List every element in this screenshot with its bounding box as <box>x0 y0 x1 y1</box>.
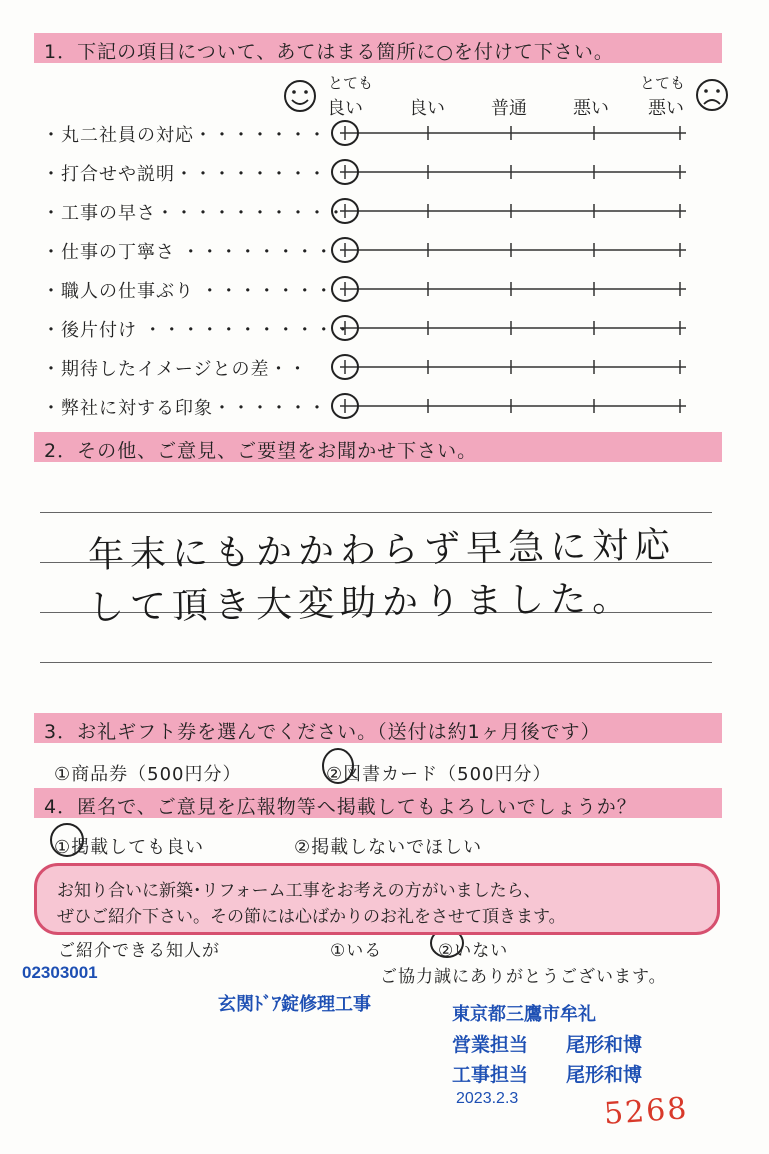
section1-title: 1．下記の項目について、あてはまる箇所に○を付けて下さい。 <box>44 41 614 63</box>
job-title: 玄関ﾄﾞｱ錠修理工事 <box>218 994 371 1014</box>
rating-item-label: ・工事の早さ・・・・・・・・・・ <box>42 203 346 224</box>
rating-item-label: ・職人の仕事ぶり ・・・・・・・ <box>42 281 334 302</box>
smile-face-icon <box>285 81 315 111</box>
rating-item-label: ・期待したイメージとの差・・ <box>42 359 308 380</box>
section3-header <box>34 713 722 743</box>
sales-label: 営業担当 <box>452 1035 529 1056</box>
comment-rule-4 <box>40 662 712 663</box>
handwritten-comment-line1[interactable]: 年末にもかかわらず早急に対応 <box>87 524 677 577</box>
scale-very-good-top: とても <box>328 74 374 92</box>
customer-code: 02303001 <box>22 963 98 982</box>
scale-good: 良い <box>409 98 445 119</box>
thanks-message: ご協力誠にありがとうございます。 <box>380 967 667 987</box>
section2-header <box>34 432 722 462</box>
section2-title: 2．その他、ご意見、ご要望をお聞かせ下さい。 <box>44 440 478 462</box>
handwritten-comment-line2[interactable]: して頂き大変助かりました。 <box>87 578 635 629</box>
comment-rule-1 <box>40 512 712 513</box>
scale-very-bad: 悪い <box>648 98 684 119</box>
section4-title: 4．匿名で、ご意見を広報物等へ掲載してもよろしいでしょうか？ <box>44 796 637 818</box>
scale-very-good: 良い <box>327 98 363 119</box>
work-label: 工事担当 <box>452 1065 529 1086</box>
gift-option-shopping-voucher[interactable]: ①商品券（500円分） <box>54 764 242 785</box>
referral-option-no[interactable]: ②いない <box>438 941 509 961</box>
scale-normal: 普通 <box>491 98 527 119</box>
referral-option-yes[interactable]: ①いる <box>330 941 383 961</box>
publish-option-no[interactable]: ②掲載しないでほしい <box>294 837 483 858</box>
scale-bad: 悪い <box>573 98 609 119</box>
referral-question: ご紹介できる知人が <box>58 941 220 961</box>
frown-face-icon <box>697 80 727 110</box>
rating-item-label: ・弊社に対する印象・・・・・・ <box>42 398 327 419</box>
red-handwritten-number: 5268 <box>602 1091 690 1132</box>
section3-title: 3．お礼ギフト券を選んでください。（送付は約1ヶ月後です） <box>44 721 601 743</box>
rating-item-label: ・丸二社員の対応・・・・・・・ <box>42 125 327 146</box>
date: 2023.2.3 <box>456 1090 519 1107</box>
referral-line2: ぜひご紹介下さい。その節には心ばかりのお礼をさせて頂きます。 <box>57 907 566 927</box>
gift-option-book-card[interactable]: ②図書カード（500円分） <box>326 764 552 785</box>
section4-header <box>34 788 722 818</box>
referral-box <box>34 863 720 935</box>
rating-item-label: ・仕事の丁寧さ ・・・・・・・・ <box>42 242 334 263</box>
work-name: 尾形和博 <box>566 1065 643 1086</box>
referral-line1: お知り合いに新築･リフォーム工事をお考えの方がいましたら、 <box>57 881 541 901</box>
address: 東京都三鷹市牟礼 <box>452 1004 596 1024</box>
publish-option-ok[interactable]: ①掲載しても良い <box>54 837 205 858</box>
rating-item-label: ・後片付け ・・・・・・・・・・・ <box>42 320 353 341</box>
scale-very-bad-top: とても <box>640 74 686 92</box>
rating-item-label: ・打合せや説明・・・・・・・・ <box>42 164 327 185</box>
sales-name: 尾形和博 <box>566 1035 643 1056</box>
